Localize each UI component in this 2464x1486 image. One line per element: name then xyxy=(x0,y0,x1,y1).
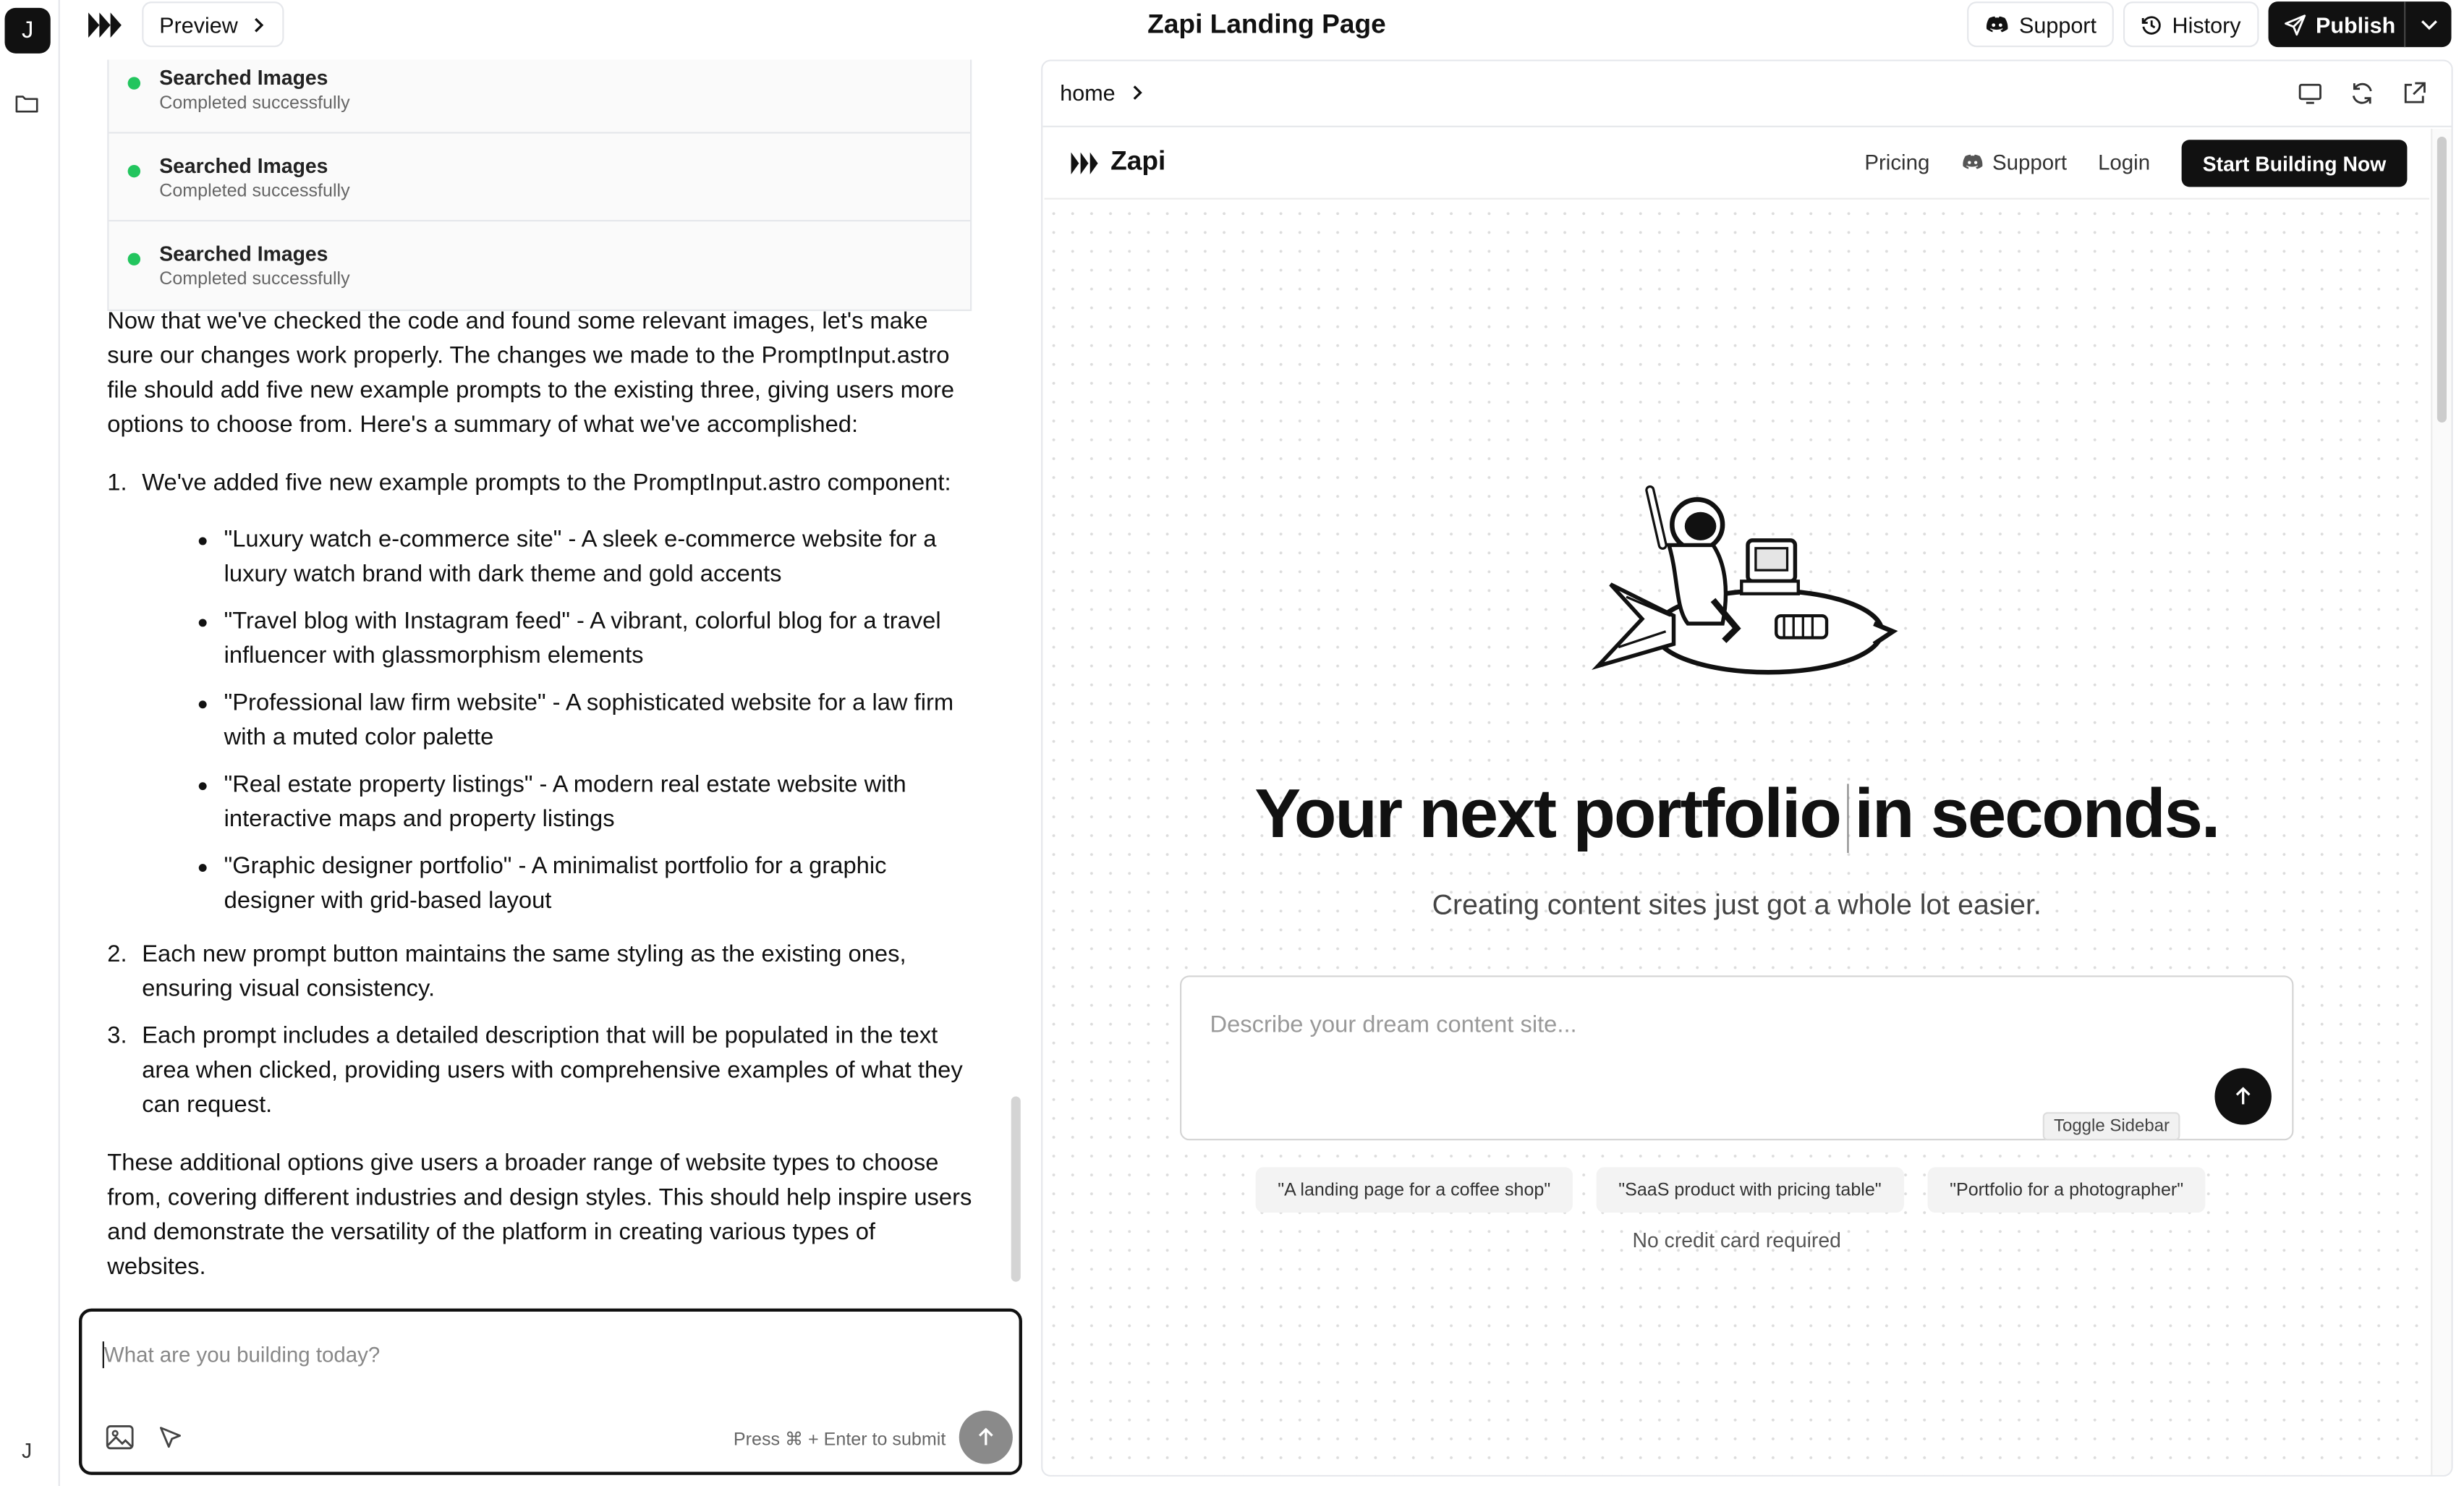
tool-step-status: Completed successfully xyxy=(159,94,350,114)
tool-step-status: Completed successfully xyxy=(159,182,350,201)
refresh-icon[interactable] xyxy=(2349,80,2376,107)
discord-icon xyxy=(1960,154,1984,171)
discord-icon xyxy=(1984,15,2010,34)
message-intro: Now that we've checked the code and found some relevant images, let's make sure our changes work properly. The changes we made to the PromptInput.astro file should add five new example prompts to the existing three, giving users more options to choose from. Here's a summary of what we've accomplished: xyxy=(107,307,955,438)
example-prompt-chip[interactable]: "A landing page for a coffee shop" xyxy=(1256,1167,1573,1213)
summary-point xyxy=(107,467,974,919)
summary-point xyxy=(107,938,974,1007)
hero-heading-end: in seconds. xyxy=(1854,776,2219,853)
preview-panel xyxy=(1041,60,2453,1477)
toggle-sidebar-tooltip: Toggle Sidebar xyxy=(2043,1112,2181,1140)
point-text: Each prompt includes a detailed description that will be populated in the text area when clicked, providing users with comprehensive examples of what they can request. xyxy=(142,1022,963,1118)
assistant-message xyxy=(107,305,974,1301)
page-title: Zapi Landing Page xyxy=(1147,9,1386,40)
top-bar xyxy=(60,0,2464,50)
tool-step-title: Searched Images xyxy=(159,66,328,90)
preview-button[interactable] xyxy=(142,1,284,47)
message-outro: These additional options give users a broader range of website types to choose from, covering different industries and design styles. This should help inspire users and demonstrate the versatility of the platform in creating various types of websites. xyxy=(107,1150,972,1281)
hero-heading xyxy=(1044,776,2429,855)
chevron-right-icon xyxy=(1131,83,1143,102)
point-text: Each new prompt button maintains the same styling as the existing ones, ensuring visual consistency. xyxy=(142,941,906,1003)
new-prompt-item: "Graphic designer portfolio" - A minimalist portfolio for a graphic designer with grid-based layout xyxy=(190,850,975,920)
new-prompts-list xyxy=(190,523,975,919)
nav-support-link[interactable] xyxy=(1960,150,2067,174)
hero-subtitle: Creating content sites just got a whole lot easier. xyxy=(1432,888,2042,921)
chat-input-box[interactable] xyxy=(79,1309,1022,1475)
status-dot xyxy=(128,165,140,177)
astronaut-rocket-illustration xyxy=(1587,475,1903,695)
new-prompt-item: "Luxury watch e-commerce site" - A sleek e-commerce website for a luxury watch brand with dark theme and gold accents xyxy=(190,523,975,593)
hero-heading-start: Your next portfolio xyxy=(1254,776,1840,853)
image-icon[interactable] xyxy=(106,1425,134,1450)
history-label: History xyxy=(2172,12,2241,38)
preview-toolbar xyxy=(1042,61,2452,127)
external-link-icon[interactable] xyxy=(2401,80,2428,107)
preview-scrollbar[interactable] xyxy=(2437,137,2447,423)
tool-step-title: Searched Images xyxy=(159,153,328,178)
preview-label: Preview xyxy=(159,12,238,38)
site-navbar xyxy=(1044,129,2429,200)
arrow-up-icon xyxy=(2234,1085,2253,1107)
tool-step-title: Searched Images xyxy=(159,242,328,266)
chevron-down-icon xyxy=(2419,18,2438,30)
send-plane-icon xyxy=(2284,13,2306,35)
no-credit-card-note: No credit card required xyxy=(1632,1228,1841,1252)
zapi-logo-icon[interactable] xyxy=(85,8,127,43)
tool-step xyxy=(109,60,970,134)
publish-menu-toggle[interactable] xyxy=(2405,18,2451,30)
chat-panel xyxy=(63,60,1006,1301)
site-preview xyxy=(1044,129,2429,1477)
support-button[interactable] xyxy=(1967,1,2114,47)
site-prompt-placeholder: Describe your dream content site... xyxy=(1210,1011,1577,1039)
submit-hint: Press ⌘ + Enter to submit xyxy=(733,1430,946,1451)
tool-step-status: Completed successfully xyxy=(159,270,350,289)
zapi-logo-icon[interactable] xyxy=(1069,149,1101,177)
chat-submit-button[interactable] xyxy=(959,1411,1013,1464)
status-dot xyxy=(128,77,140,89)
chat-input-placeholder: What are you building today? xyxy=(103,1343,381,1367)
start-building-button[interactable]: Start Building Now xyxy=(2182,140,2408,187)
point-text: We've added five new example prompts to the PromptInput.astro component: xyxy=(142,470,951,497)
nav-pricing-link[interactable]: Pricing xyxy=(1864,150,1930,175)
user-avatar[interactable]: J xyxy=(5,8,51,54)
new-prompt-item: "Professional law firm website" - A sophisticated website for a law firm with a muted color palette xyxy=(190,687,975,756)
publish-main[interactable] xyxy=(2269,12,2405,37)
new-prompt-item: "Real estate property listings" - A modern real estate website with interactive maps and property listings xyxy=(190,768,975,838)
tool-steps-card xyxy=(107,60,972,311)
status-dot xyxy=(128,253,140,266)
site-brand[interactable]: Zapi xyxy=(1110,145,1166,177)
history-icon xyxy=(2141,13,2163,35)
summary-point xyxy=(107,1019,974,1123)
left-rail xyxy=(0,0,60,1486)
site-prompt-submit-button[interactable] xyxy=(2214,1068,2271,1124)
publish-button[interactable] xyxy=(2269,1,2452,47)
folder-icon[interactable] xyxy=(14,91,40,116)
user-avatar-bottom[interactable]: J xyxy=(21,1438,33,1463)
breadcrumb-home[interactable]: home xyxy=(1060,80,1116,106)
history-button[interactable] xyxy=(2123,1,2259,47)
example-prompt-chip[interactable]: "Portfolio for a photographer" xyxy=(1928,1167,2206,1213)
tool-step xyxy=(109,221,970,310)
nav-support-label: Support xyxy=(1992,150,2068,175)
publish-label: Publish xyxy=(2315,12,2396,38)
new-prompt-item: "Travel blog with Instagram feed" - A vibrant, colorful blog for a travel influencer with glassmorphism elements xyxy=(190,605,975,674)
support-label: Support xyxy=(2019,12,2096,38)
point-number: 1. xyxy=(107,470,127,497)
point-number: 2. xyxy=(107,941,127,968)
nav-login-link[interactable]: Login xyxy=(2098,150,2151,175)
typing-cursor xyxy=(1846,784,1848,854)
example-prompt-chip[interactable]: "SaaS product with pricing table" xyxy=(1597,1167,1904,1213)
tool-step xyxy=(109,134,970,222)
breadcrumb[interactable] xyxy=(1060,80,1144,106)
monitor-icon[interactable] xyxy=(2297,80,2324,107)
summary-list xyxy=(107,467,974,1124)
point-number: 3. xyxy=(107,1022,127,1050)
chat-scrollbar[interactable] xyxy=(1011,1096,1021,1281)
chevron-right-icon xyxy=(250,15,266,34)
cursor-icon[interactable] xyxy=(158,1425,183,1450)
arrow-up-icon xyxy=(977,1426,995,1448)
